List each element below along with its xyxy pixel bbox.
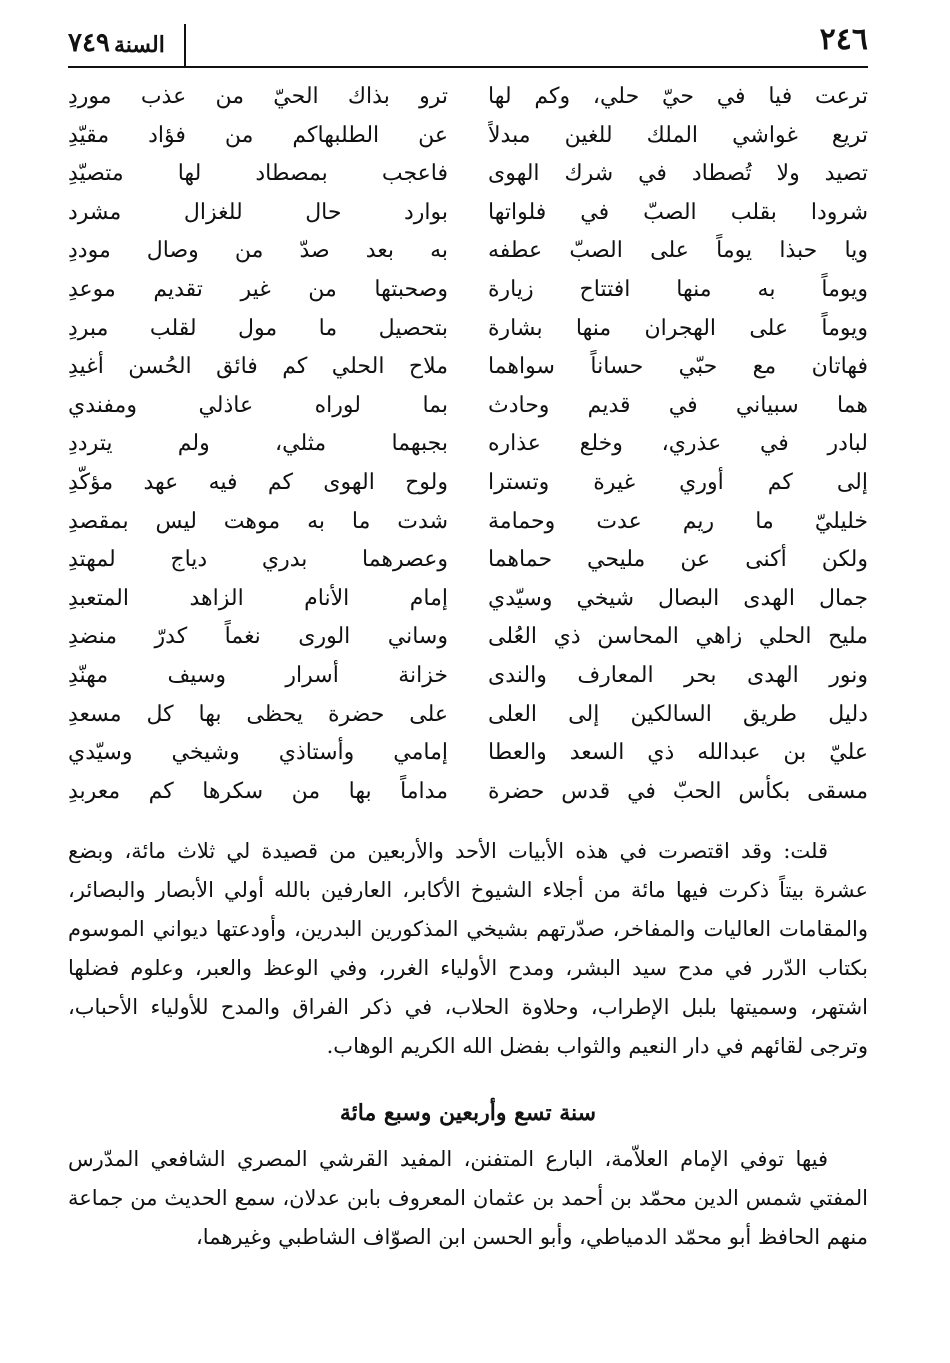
verse-row <box>68 464 868 503</box>
obituary-paragraph <box>68 1140 868 1257</box>
section-title: سنة تسع وأربعين وسبع مائة <box>339 1100 597 1126</box>
second-hemistich: بوارد حال للغزال مشرد <box>68 199 448 225</box>
year-label: السنة <box>114 32 165 58</box>
second-hemistich: ترو بذاك الحيّ من عذب موردِ <box>68 84 448 109</box>
verse-row <box>68 310 868 349</box>
first-hemistich: مليح الحلي زاهي المحاسن ذي العُلى <box>488 624 868 650</box>
verse-row <box>68 425 868 464</box>
second-hemistich: خزانة أسرار وسيف مهنّدِ <box>68 662 448 688</box>
verse-row <box>68 271 868 310</box>
verse-row <box>68 78 868 117</box>
obituary-text: فيها توفي الإمام العلاّمة، البارع المتفنن، المفيد القرشي المصري الشافعي المدّرس المفتي شمس الدين محمّد بن أحمد بن عثمان المعروف بابن عدلان، سمع الحديث من جماعة منهم الحافظ أبو محمّد الدمياطي، وأبو الحسن ابن الصوّاف الشاطبي وغيرهما، <box>68 1147 868 1249</box>
second-hemistich: مداماً بها من سكرها كم معربدِ <box>68 778 448 804</box>
second-hemistich: بما لوراه عاذلي ومفندي <box>68 392 448 418</box>
verse-row <box>68 618 868 657</box>
second-hemistich: إمام الأنام الزاهد المتعبدِ <box>68 585 448 611</box>
verse-row <box>68 387 868 426</box>
verse-row <box>68 117 868 156</box>
first-hemistich: ترعت فيا في حيّ حلي، وكم لها <box>488 84 868 109</box>
verse-row <box>68 194 868 233</box>
poem <box>68 78 868 811</box>
second-hemistich: بتحصيل ما مول لقلب مبردِ <box>68 315 448 341</box>
first-hemistich: ولكن أكنى عن مليحي حماهما <box>488 547 868 573</box>
first-hemistich: خليليّ ما ريم عدت وحمامة <box>488 508 868 534</box>
verse-row <box>68 773 868 812</box>
verse-row <box>68 155 868 194</box>
first-hemistich: إلى كم أوري غيرة وتسترا <box>488 469 868 495</box>
first-hemistich: ونور الهدى بحر المعارف والندى <box>488 662 868 688</box>
verse-row <box>68 348 868 387</box>
second-hemistich: فاعجب بمصطاد لها متصيّدِ <box>68 161 448 187</box>
verse-row <box>68 503 868 542</box>
first-hemistich: جمال الهدى البصال شيخي وسيّدي <box>488 585 868 611</box>
header-divider <box>184 24 186 66</box>
first-hemistich: ويا حبذا يوماً على الصبّ عطفه <box>488 238 868 264</box>
second-hemistich: إمامي وأستاذي وشيخي وسيّدي <box>68 740 448 766</box>
first-hemistich: دليل طريق السالكين إلى العلى <box>488 701 868 727</box>
header-rule <box>68 66 868 68</box>
first-hemistich: عليّ بن عبدالله ذي السعد والعطا <box>488 740 868 766</box>
commentary-paragraph <box>68 832 868 1066</box>
verse-row <box>68 696 868 735</box>
first-hemistich: تريع غواشي الملك للغين مبدلاً <box>488 122 868 148</box>
first-hemistich: فهاتان مع حبّي حساناً سواهما <box>488 354 868 380</box>
second-hemistich: وعصرهما بدري دياج لمهتدِ <box>68 547 448 573</box>
first-hemistich: شرودا بقلب الصبّ في فلواتها <box>488 199 868 225</box>
verse-row <box>68 541 868 580</box>
first-hemistich: لبادر في عذري، وخلع عذاره <box>488 431 868 457</box>
page-header <box>68 18 868 66</box>
second-hemistich: بجبهما مثلي، ولم يترددِ <box>68 431 448 457</box>
first-hemistich: تصيد ولا تُصطاد في شرك الهوى <box>488 161 868 187</box>
verse-row <box>68 734 868 773</box>
verse-row <box>68 232 868 271</box>
second-hemistich: شدت ما به موهت ليس بمقصدِ <box>68 508 448 534</box>
second-hemistich: وصحبتها من غير تقديم موعدِ <box>68 276 448 302</box>
commentary-text: قلت: وقد اقتصرت في هذه الأبيات الأحد والأربعين من قصيدة لي ثلاث مائة، وبضع عشرة بيتاً ذكرت فيها مائة من أجلاء الشيوخ الأكابر، العارفين بالله أولي الأبصار والبصائر، والمقامات العاليات والمفاخر، صدّرتهم بشيخي المذكورين البدرين، وأودعتها ديواني الموسوم بكتاب الدّرر في مدح سيد البشر، ومدح الأولياء الغرر، وفي الوعظ والعبر، وعلوم فضلها اشتهر، وسميتها بلبل الإطراب، وحلاوة الحلاب، في ذكر الفراق والمدح للأولياء الأحباب، وترجى لقائهم في دار النعيم والثواب بفضل الله الكريم الوهاب. <box>68 839 868 1058</box>
second-hemistich: وساني الورى نغماً كدرّ منضدِ <box>68 624 448 650</box>
verse-row <box>68 580 868 619</box>
first-hemistich: ويوماً به منها افتتاح زيارة <box>488 276 868 302</box>
second-hemistich: عن الطلبهاكم من فؤاد مقيّدِ <box>68 122 448 148</box>
verse-row <box>68 657 868 696</box>
second-hemistich: به بعد صدّ من وصال موددِ <box>68 238 448 264</box>
year-number: ٧٤٩ <box>68 28 110 58</box>
first-hemistich: هما سبياني في قديم وحادث <box>488 392 868 418</box>
second-hemistich: ملاح الحلي كم فائق الحُسن أغيدِ <box>68 354 448 380</box>
first-hemistich: ويوماً على الهجران منها بشارة <box>488 315 868 341</box>
first-hemistich: مسقى بكأس الحبّ في قدس حضرة <box>488 778 868 804</box>
second-hemistich: على حضرة يحظى بها كل مسعدِ <box>68 701 448 727</box>
second-hemistich: ولوح الهوى كم فيه عهد مؤكّدِ <box>68 469 448 495</box>
page-number: ٢٤٦ <box>819 22 868 57</box>
